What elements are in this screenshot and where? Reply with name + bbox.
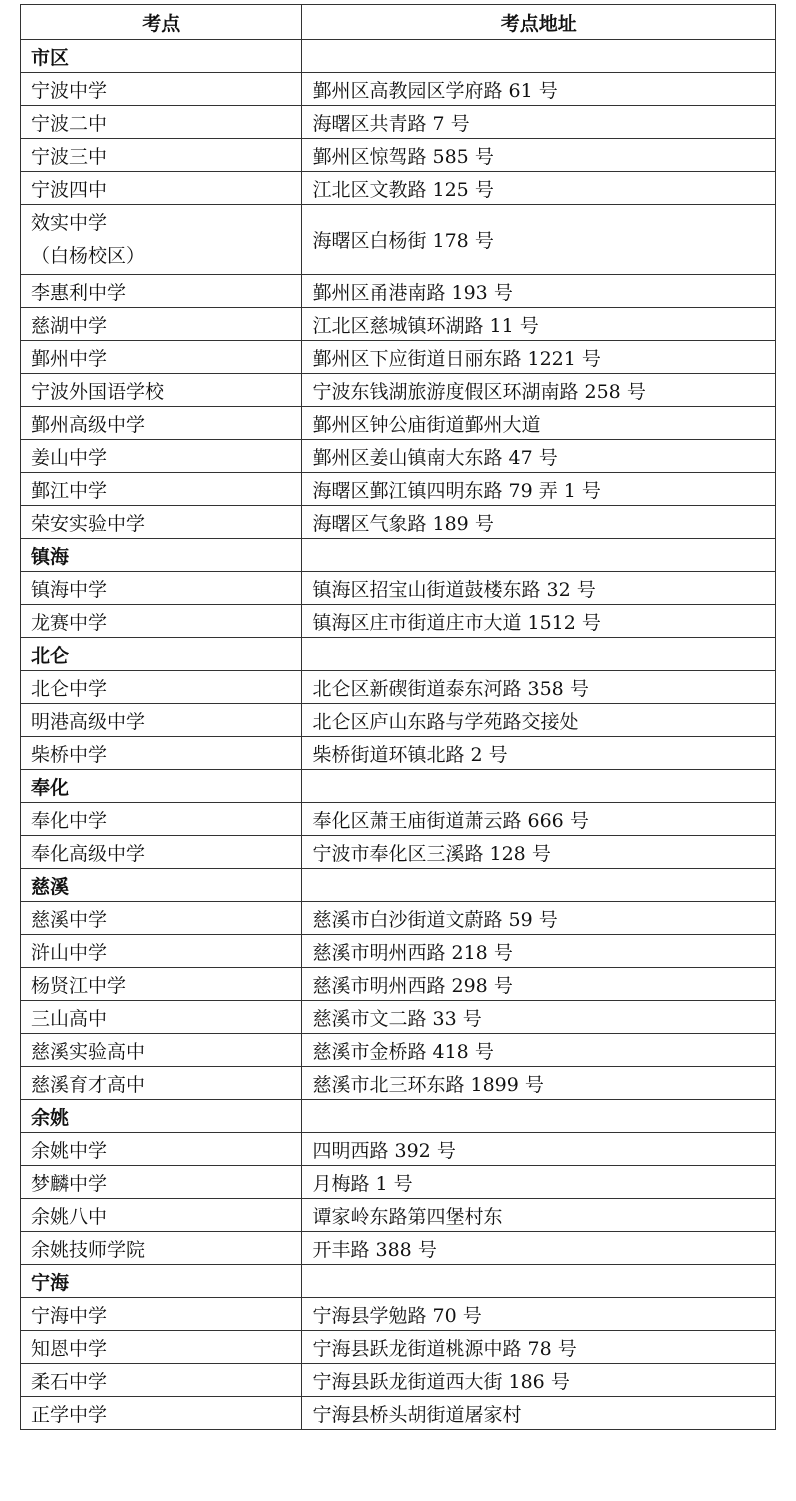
exam-site-address: 鄞州区姜山镇南大东路 47 号 xyxy=(302,440,776,473)
exam-site-table xyxy=(20,4,776,1430)
exam-site-name: 宁波三中 xyxy=(21,139,302,172)
exam-site-address: 宁波市奉化区三溪路 128 号 xyxy=(302,836,776,869)
region-name: 慈溪 xyxy=(21,869,302,902)
table-row xyxy=(21,935,776,968)
exam-site-address: 江北区文教路 125 号 xyxy=(302,172,776,205)
table-row xyxy=(21,836,776,869)
table-row xyxy=(21,1034,776,1067)
table-row xyxy=(21,73,776,106)
table-row xyxy=(21,737,776,770)
table-row xyxy=(21,341,776,374)
exam-site-address: 奉化区萧王庙街道萧云路 666 号 xyxy=(302,803,776,836)
table-row xyxy=(21,1199,776,1232)
table-row xyxy=(21,1298,776,1331)
region-name: 市区 xyxy=(21,40,302,73)
table-row xyxy=(21,1133,776,1166)
exam-site-name: 鄞江中学 xyxy=(21,473,302,506)
header-exam-site: 考点 xyxy=(21,5,302,40)
exam-site-name: 柴桥中学 xyxy=(21,737,302,770)
exam-site-name: 鄞州中学 xyxy=(21,341,302,374)
exam-site-name: 余姚技师学院 xyxy=(21,1232,302,1265)
region-name: 北仑 xyxy=(21,638,302,671)
exam-site-name: 奉化高级中学 xyxy=(21,836,302,869)
region-row xyxy=(21,539,776,572)
region-row xyxy=(21,869,776,902)
exam-site-name: 宁波外国语学校 xyxy=(21,374,302,407)
exam-site-address: 慈溪市北三环东路 1899 号 xyxy=(302,1067,776,1100)
exam-site-name: 镇海中学 xyxy=(21,572,302,605)
region-name: 奉化 xyxy=(21,770,302,803)
exam-site-address: 镇海区招宝山街道鼓楼东路 32 号 xyxy=(302,572,776,605)
exam-site-name: 宁波四中 xyxy=(21,172,302,205)
exam-site-address: 谭家岭东路第四堡村东 xyxy=(302,1199,776,1232)
exam-site-address: 江北区慈城镇环湖路 11 号 xyxy=(302,308,776,341)
exam-site-name: 浒山中学 xyxy=(21,935,302,968)
table-row xyxy=(21,440,776,473)
exam-site-address: 开丰路 388 号 xyxy=(302,1232,776,1265)
table-row xyxy=(21,671,776,704)
table-row xyxy=(21,205,776,275)
exam-site-address: 宁海县学勉路 70 号 xyxy=(302,1298,776,1331)
exam-site-name: 宁海中学 xyxy=(21,1298,302,1331)
table-row xyxy=(21,902,776,935)
exam-site-address: 海曙区鄞江镇四明东路 79 弄 1 号 xyxy=(302,473,776,506)
region-empty-cell xyxy=(302,1265,776,1298)
exam-site-address: 慈溪市文二路 33 号 xyxy=(302,1001,776,1034)
table-row xyxy=(21,1232,776,1265)
region-empty-cell xyxy=(302,539,776,572)
exam-site-name: 梦麟中学 xyxy=(21,1166,302,1199)
exam-site-name: 慈溪中学 xyxy=(21,902,302,935)
exam-site-address: 鄞州区惊驾路 585 号 xyxy=(302,139,776,172)
exam-site-address: 四明西路 392 号 xyxy=(302,1133,776,1166)
region-row xyxy=(21,1100,776,1133)
exam-site-address: 宁波东钱湖旅游度假区环湖南路 258 号 xyxy=(302,374,776,407)
exam-site-address: 海曙区共青路 7 号 xyxy=(302,106,776,139)
table-row xyxy=(21,308,776,341)
exam-site-name: 龙赛中学 xyxy=(21,605,302,638)
table-row xyxy=(21,1067,776,1100)
table-row xyxy=(21,275,776,308)
exam-site-name: 明港高级中学 xyxy=(21,704,302,737)
exam-site-address: 慈溪市明州西路 218 号 xyxy=(302,935,776,968)
exam-site-address: 慈溪市白沙街道文蔚路 59 号 xyxy=(302,902,776,935)
exam-site-name: 知恩中学 xyxy=(21,1331,302,1364)
table-row xyxy=(21,1397,776,1430)
exam-site-address: 鄞州区高教园区学府路 61 号 xyxy=(302,73,776,106)
region-empty-cell xyxy=(302,770,776,803)
exam-site-address: 北仑区新碶街道泰东河路 358 号 xyxy=(302,671,776,704)
exam-site-name: 三山高中 xyxy=(21,1001,302,1034)
exam-site-name: 效实中学 （白杨校区） xyxy=(21,205,302,275)
exam-site-name: 奉化中学 xyxy=(21,803,302,836)
table-row xyxy=(21,506,776,539)
exam-site-name: 慈溪实验高中 xyxy=(21,1034,302,1067)
exam-site-name: 姜山中学 xyxy=(21,440,302,473)
region-empty-cell xyxy=(302,1100,776,1133)
exam-site-name: 鄞州高级中学 xyxy=(21,407,302,440)
table-row xyxy=(21,704,776,737)
exam-site-address: 宁海县跃龙街道西大街 186 号 xyxy=(302,1364,776,1397)
exam-site-address: 鄞州区钟公庙街道鄞州大道 xyxy=(302,407,776,440)
exam-site-name: 柔石中学 xyxy=(21,1364,302,1397)
table-row xyxy=(21,1166,776,1199)
region-name: 余姚 xyxy=(21,1100,302,1133)
region-name: 镇海 xyxy=(21,539,302,572)
region-name: 宁海 xyxy=(21,1265,302,1298)
table-row xyxy=(21,968,776,1001)
exam-site-name: 慈溪育才高中 xyxy=(21,1067,302,1100)
table-row xyxy=(21,1364,776,1397)
exam-site-name: 宁波二中 xyxy=(21,106,302,139)
exam-site-name: 余姚中学 xyxy=(21,1133,302,1166)
exam-site-name: 荣安实验中学 xyxy=(21,506,302,539)
exam-site-name: 慈湖中学 xyxy=(21,308,302,341)
table-row xyxy=(21,803,776,836)
region-row xyxy=(21,770,776,803)
exam-site-address: 慈溪市金桥路 418 号 xyxy=(302,1034,776,1067)
table-row xyxy=(21,1001,776,1034)
exam-site-name: 正学中学 xyxy=(21,1397,302,1430)
exam-site-address: 鄞州区下应街道日丽东路 1221 号 xyxy=(302,341,776,374)
table-row xyxy=(21,106,776,139)
region-empty-cell xyxy=(302,638,776,671)
region-row xyxy=(21,1265,776,1298)
table-row xyxy=(21,605,776,638)
region-empty-cell xyxy=(302,869,776,902)
exam-site-address: 海曙区气象路 189 号 xyxy=(302,506,776,539)
table-row xyxy=(21,172,776,205)
table-row xyxy=(21,473,776,506)
exam-site-address: 柴桥街道环镇北路 2 号 xyxy=(302,737,776,770)
table-row xyxy=(21,139,776,172)
exam-site-address: 慈溪市明州西路 298 号 xyxy=(302,968,776,1001)
table-row xyxy=(21,572,776,605)
header-address: 考点地址 xyxy=(302,5,776,40)
exam-site-name: 余姚八中 xyxy=(21,1199,302,1232)
table-row xyxy=(21,374,776,407)
exam-site-address: 海曙区白杨街 178 号 xyxy=(302,205,776,275)
exam-site-name: 宁波中学 xyxy=(21,73,302,106)
table-header-row xyxy=(21,5,776,40)
exam-site-address: 宁海县跃龙街道桃源中路 78 号 xyxy=(302,1331,776,1364)
table-row xyxy=(21,407,776,440)
region-empty-cell xyxy=(302,40,776,73)
exam-site-address: 月梅路 1 号 xyxy=(302,1166,776,1199)
exam-site-address: 北仑区庐山东路与学苑路交接处 xyxy=(302,704,776,737)
table-body xyxy=(21,40,776,1430)
exam-site-address: 镇海区庄市街道庄市大道 1512 号 xyxy=(302,605,776,638)
region-row xyxy=(21,40,776,73)
table-row xyxy=(21,1331,776,1364)
exam-site-address: 鄞州区甬港南路 193 号 xyxy=(302,275,776,308)
exam-site-name: 杨贤江中学 xyxy=(21,968,302,1001)
region-row xyxy=(21,638,776,671)
exam-site-address: 宁海县桥头胡街道屠家村 xyxy=(302,1397,776,1430)
exam-site-name: 李惠利中学 xyxy=(21,275,302,308)
exam-site-name: 北仑中学 xyxy=(21,671,302,704)
